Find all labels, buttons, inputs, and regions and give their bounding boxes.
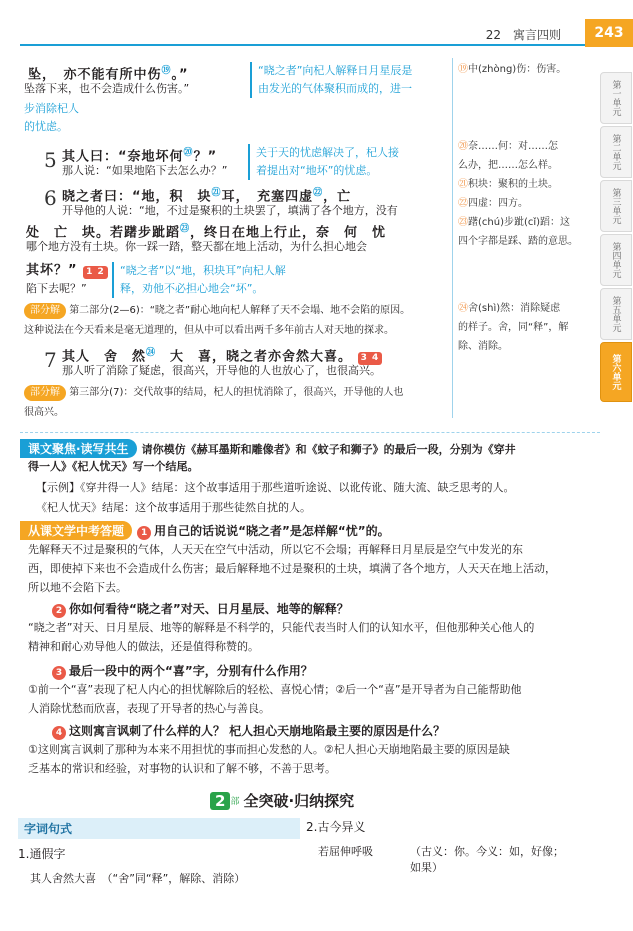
section1-example-1: 【示例】《穿井得一人》结尾：这个故事适用于那些道听途说、以讹传讹、随大流、缺乏思考的人。: [36, 481, 515, 494]
paragraph-number-7: 7: [44, 348, 57, 372]
annotation-1: “晓之者”向杞人解释日月星辰是 由发光的气体聚积而成的，进一: [250, 62, 412, 98]
text-line-5: 其人曰：“奈地坏何⑳？”: [62, 148, 218, 165]
translation-line-1: 坠落下来，也不会造成什么伤害。”: [24, 82, 190, 95]
translation-line-6a: 开导他的人说：“地，不过是聚积的土块罢了，填满了各个地方，没有: [62, 204, 398, 217]
part2-analysis-cont: 这种说法在今天看来是毫无道理的，但从中可以看出两千多年前古人对天地的探求。: [24, 325, 394, 336]
section1-title: 课文聚焦·读写共生: [20, 439, 137, 458]
gloss-item: 的样子。舍，同“释”，解: [458, 322, 569, 333]
gloss-item: ㉒四虚：四方。: [458, 198, 528, 209]
item-2-title: 2.古今异义: [306, 820, 366, 834]
section-divider: [20, 432, 600, 433]
section3-right-col: [306, 818, 600, 875]
unit-tab-3[interactable]: 第三单元: [600, 180, 632, 232]
part3-analysis: 部分解 第三部分(7)：交代故事的结局，杞人的担忧消除了，很高兴，开导他的人也: [24, 384, 403, 402]
text-line-6a: 晓之者曰：“地，积 块$^㉑$耳， 充塞四虚$^㉒$，亡: [62, 188, 352, 205]
gloss-item: 除、消除。: [458, 341, 508, 352]
gloss-item: ㉑积块：聚积的土块。: [458, 179, 558, 190]
page-number: 243: [585, 19, 633, 47]
unit-tab-5[interactable]: 第五单元: [600, 288, 632, 340]
paragraph-number-5: 5: [44, 148, 57, 172]
translation-line-6b: 哪个地方没有土块。你一踩一踏，整天都在地上活动，为什么担心地会: [26, 240, 367, 253]
question-badge-1-2[interactable]: 1 2: [83, 266, 108, 279]
part3-analysis-cont: 很高兴。: [24, 407, 64, 418]
unit-tab-6[interactable]: 第六单元: [600, 342, 632, 402]
item-1-title: 1.通假字: [18, 847, 66, 861]
item-2-example: 若屈伸呼吸 （古义：你。今义：如，好像； 如果）: [318, 845, 564, 874]
translation-line-7: 那人听了消除了疑虑，很高兴，开导他的人也放心了，也很高兴。: [62, 364, 381, 377]
question-badge-3-4[interactable]: 3 4: [358, 352, 383, 365]
question-3: 3 最后一段中的两个“喜”字，分别有什么作用？: [52, 660, 313, 680]
section1-prompt-cont: 得一人》《杞人忧天》写一个结尾。: [28, 460, 199, 473]
translation-line-5: 那人说：“如果地陷下去怎么办？”: [62, 164, 228, 177]
text-line-6b: 处 亡 块。若躇步跐蹈$^㉓$，终日在地上行止，奈 何 忧: [26, 224, 387, 241]
gloss-item: 四个字都是踩、踏的意思。: [458, 236, 578, 247]
section3-left-col: [18, 818, 300, 886]
text-line-1: 坠， 亦不能有所中伤⑲。”: [28, 66, 189, 83]
translation-line-6c: 陷下去呢？”: [26, 282, 87, 295]
text-line-7: 其人 舍 然$^㉔$ 大 喜，晓之者亦舍然大喜。 3 4: [62, 344, 382, 366]
section3-title: 2 部 全突破·归纳探究: [210, 790, 354, 811]
gloss-column: [458, 60, 578, 356]
gloss-item: ⑳奈……何：对……怎: [458, 141, 558, 152]
paragraph-number-6: 6: [44, 186, 57, 210]
unit-tab-4[interactable]: 第四单元: [600, 234, 632, 286]
section2-header: 从课文学中考答题 1 用自己的话说说“晓之者”是怎样解“忧”的。: [20, 520, 390, 540]
vocab-subheader: 字词句式: [18, 818, 300, 839]
annotation-2: 关于天的忧虑解决了，杞人接 着提出对“地坏”的忧虑。: [248, 144, 399, 180]
gloss-item: ㉓躇(chú)步跐(cǐ)蹈：这: [458, 217, 571, 228]
question-2: 2 你如何看待“晓之者”对天、日月星辰、地等的解释？: [52, 598, 349, 618]
annotation-3: “晓之者”以“地，积块耳”向杞人解 释，劝他不必担心地会“坏”。: [112, 262, 286, 298]
gloss-item: 么办，把……怎么样。: [458, 160, 558, 171]
part-analysis-pill: 部分解: [24, 385, 66, 401]
unit-tab-2[interactable]: 第二单元: [600, 126, 632, 178]
gloss-divider: [452, 58, 453, 418]
answer-2: “晓之者”对天、日月星辰、地等的解释是不科学的，只能代表当时人们的认知水平，但他那种关心他人的 精神和耐心劝导他人的做法，还是值得称赞的。: [28, 621, 535, 653]
answer-1: 先解释天不过是聚积的气体，人天天在空气中活动，所以它不会塌；再解释日月星辰是空气中发光的东 西，即使掉下来也不会造成什么伤害；最后解释地不过是聚积的土块，填满了各个地方，人天天在地上活动， 所以地不会陷下去。: [28, 543, 556, 594]
answer-3: ①前一个“喜”表现了杞人内心的担忧解除后的轻松、喜悦心情；②后一个“喜”是开导者为自己能帮助他 人消除忧愁而欣喜，表现了开导者的热心与善良。: [28, 683, 522, 715]
section1-header: 课文聚焦·读写共生 请你模仿《赫耳墨斯和雕像者》和《蚊子和狮子》的最后一段，分别为《穿井: [20, 438, 516, 458]
page-header-title: 22 寓言四则: [485, 28, 561, 42]
item-1-example: 其人舍然大喜 （“舍”同“释”，解除、消除）: [30, 872, 246, 885]
part-analysis-pill: 部分解: [24, 303, 66, 319]
gloss-item: ㉔舍(shì)然：消除疑虑: [458, 303, 561, 314]
question-4: 4 这则寓言讽刺了什么样的人？ 杞人担心天崩地陷最主要的原因是什么？: [52, 720, 445, 740]
section1-example-2: 《杞人忧天》结尾：这个故事适用于那些徒然自扰的人。: [36, 501, 311, 514]
gloss-item: ⑲中(zhòng)伤：伤害。: [458, 64, 567, 75]
part2-analysis: 部分解 第二部分(2—6)：“晓之者”耐心地向杞人解释了天不会塌、地不会陷的原因。: [24, 302, 410, 320]
annotation-1-cont: 步消除杞人 的忧虑。: [24, 102, 79, 133]
unit-tab-1[interactable]: 第一单元: [600, 72, 632, 124]
section2-title: 从课文学中考答题: [20, 521, 132, 540]
header-rule: [20, 44, 585, 46]
answer-4: ①这则寓言讽刺了那种为本来不用担忧的事而担心发愁的人。②杞人担心天崩地陷最主要的原因是缺 乏基本的常识和经验，对事物的认识和了解不够，不善于思考。: [28, 743, 510, 775]
text-line-6c: 其坏？” 1 2: [26, 262, 108, 280]
